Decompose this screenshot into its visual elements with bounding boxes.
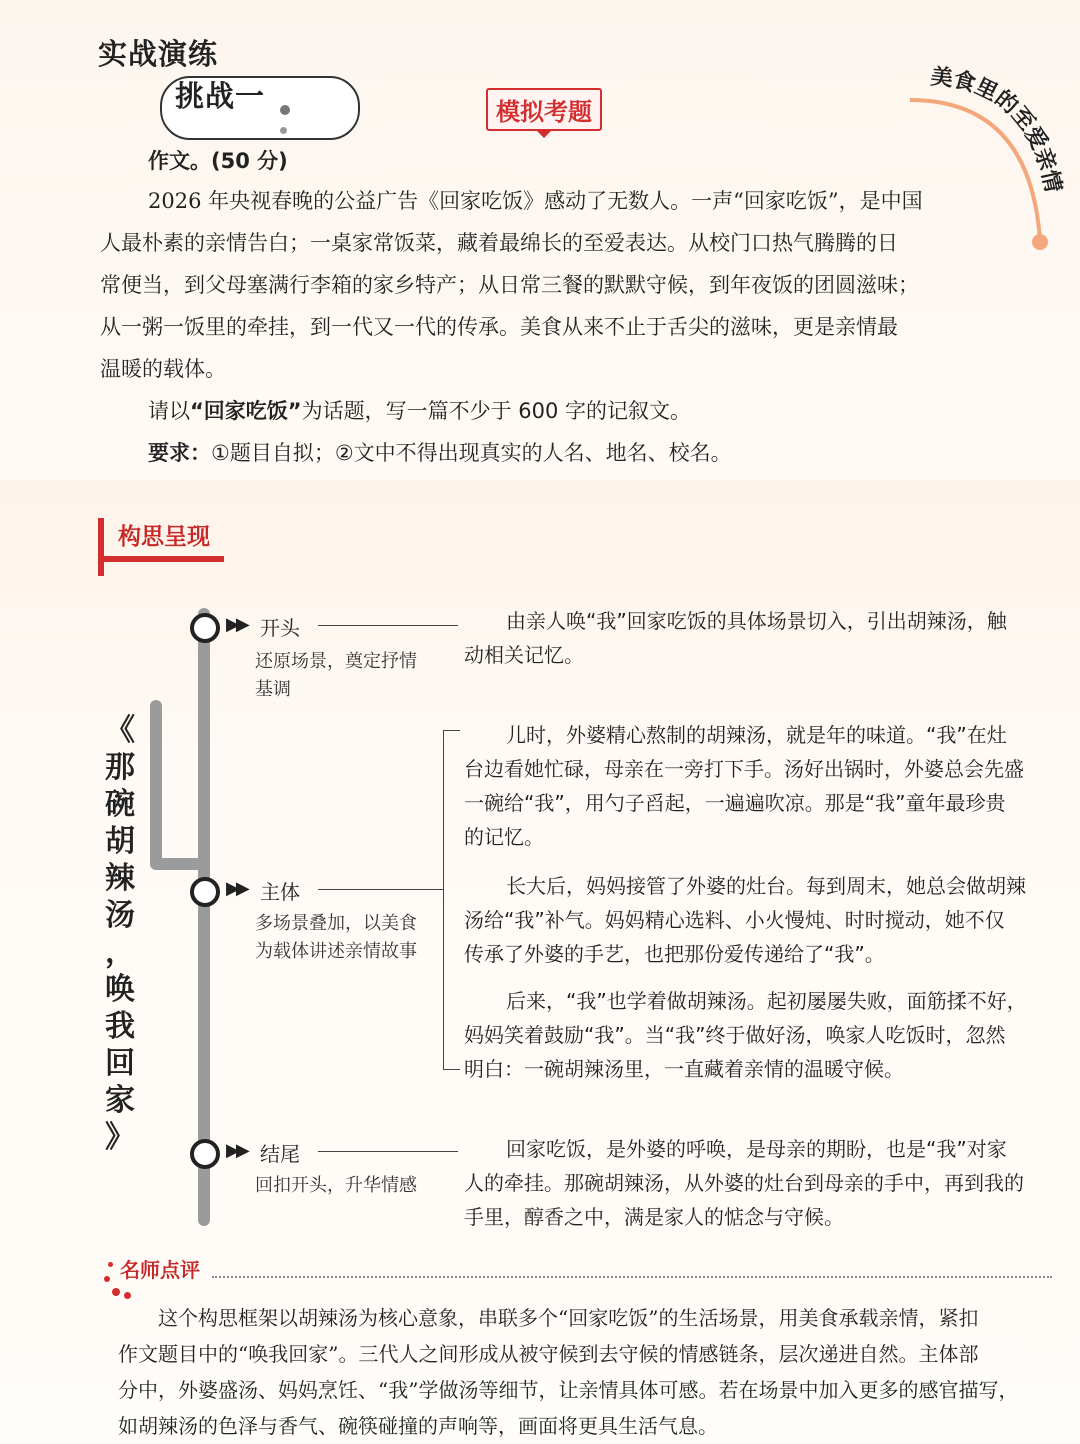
prompt-line-4: 从一粥一饭里的牵挂，到一代又一代的传承。美食从来不止于舌尖的滋味，更是亲情最 — [100, 315, 898, 339]
ending-line: 手里，醇香之中，满是家人的惦念与守候。 — [464, 1205, 844, 1229]
prompt-task — [148, 390, 691, 432]
badge-line2: 挑战一 — [175, 79, 266, 113]
node-label-body: 主体 — [260, 880, 300, 904]
essay-title-char: ， — [105, 935, 135, 970]
comment-line: 分中，外婆盛汤、妈妈烹饪、“我”学做汤等细节，让亲情具体可感。若在场景中加入更多的感官描写， — [118, 1378, 1019, 1402]
opening-text — [464, 604, 1054, 672]
comment-line: 如胡辣汤的色泽与香气、碗筷碰撞的声响等，画面将更具生活气息。 — [118, 1414, 718, 1438]
req-label: 要求： — [148, 441, 211, 465]
node-label-opening: 开头 — [260, 616, 300, 640]
arrow-icon: ▶▶ — [226, 878, 246, 899]
exam-tag: 模拟考题 — [486, 88, 602, 131]
title-bar — [150, 700, 162, 868]
comment-text — [118, 1300, 1054, 1444]
theme-arc — [890, 60, 1070, 260]
essay-title-char: 那 — [105, 750, 135, 785]
opening-line: 由亲人唤“我”回家吃饭的具体场景切入，引出胡辣汤，触 — [506, 609, 1007, 633]
challenge-badge — [80, 30, 290, 122]
comment-line: 作文题目中的“唤我回家”。三代人之间形成从被守候到去守候的情感链条，层次递进自然。主体部 — [118, 1342, 979, 1366]
body-line: 汤给“我”补气。妈妈精心选料、小火慢炖、时时搅动，她不仅 — [464, 908, 1005, 932]
essay-title-char: 回 — [105, 1046, 135, 1081]
arrow-icon: ▶▶ — [226, 614, 246, 635]
essay-title-char: 我 — [105, 1009, 135, 1044]
body-line: 台边看她忙碌，母亲在一旁打下手。汤好出锅时，外婆总会先盛 — [464, 757, 1024, 781]
essay-title-char: 》 — [105, 1120, 135, 1155]
body-line: 一碗给“我”，用勺子舀起，一遍遍吹凉。那是“我”童年最珍贵 — [464, 791, 1006, 815]
node-desc-opening-1: 还原场景，奠定抒情 — [255, 651, 417, 672]
node-body — [190, 877, 220, 907]
connector-line — [318, 889, 444, 890]
decor-dot — [112, 1288, 120, 1296]
decor-dot — [104, 1276, 110, 1282]
timeline-trunk — [198, 608, 210, 1226]
body-line: 明白：一碗胡辣汤里，一直藏着亲情的温暖守候。 — [464, 1057, 904, 1081]
arrow-icon: ▶▶ — [226, 1140, 246, 1161]
connector-line — [318, 1151, 458, 1152]
ending-text — [464, 1132, 1054, 1234]
task-topic: “回家吃饭” — [190, 399, 302, 423]
opening-line: 动相关记忆。 — [464, 643, 584, 667]
body-text-1 — [464, 718, 1054, 854]
essay-title-char: 胡 — [105, 824, 135, 859]
theme-arc-text: 美食里的至爱亲情 — [929, 64, 1066, 195]
body-line: 的记忆。 — [464, 825, 544, 849]
essay-title-char: 家 — [105, 1083, 135, 1118]
badge-line1: 实战演练 — [98, 37, 219, 71]
body-line: 后来，“我”也学着做胡辣汤。起初屡屡失败，面筋揉不好， — [506, 989, 1027, 1013]
essay-title-char: 汤 — [105, 898, 135, 933]
prompt-line-5: 温暖的载体。 — [100, 357, 226, 381]
body-line: 传承了外婆的手艺，也把那份爱传递给了“我”。 — [464, 942, 885, 966]
body-line: 妈妈笑着鼓励“我”。当“我”终于做好汤，唤家人吃饭时，忽然 — [464, 1023, 1006, 1047]
body-line: 儿时，外婆精心熬制的胡辣汤，就是年的味道。“我”在灶 — [506, 723, 1007, 747]
node-ending — [190, 1139, 220, 1169]
prompt-line-3: 常便当，到父母塞满行李箱的家乡特产；从日常三餐的默默守候，到年夜饭的团圆滋味； — [100, 273, 919, 297]
body-bracket — [443, 730, 460, 1070]
comment-line: 这个构思框架以胡辣汤为核心意象，串联多个“回家吃饭”的生活场景，用美食承载亲情，紧扣 — [158, 1306, 979, 1330]
node-desc-opening-2: 基调 — [255, 679, 291, 700]
task-pre: 请以 — [148, 399, 190, 423]
task-post: 为话题，写一篇不少于 600 字的记叙文。 — [301, 399, 692, 423]
ending-line: 回家吃饭，是外婆的呼唤，是母亲的期盼，也是“我”对家 — [506, 1137, 1007, 1161]
node-desc-ending-1: 回扣开头，升华情感 — [255, 1175, 417, 1196]
essay-title — [100, 712, 140, 1156]
badge-dots — [280, 100, 295, 138]
decor-dot — [124, 1292, 131, 1299]
node-label-ending: 结尾 — [260, 1142, 300, 1166]
node-opening — [190, 613, 220, 643]
prompt-line-1: 2026 年央视春晚的公益广告《回家吃饭》感动了无数人。一声“回家吃饭”，是中国 — [148, 189, 923, 213]
prompt-requirement — [148, 432, 732, 474]
body-text-2 — [464, 869, 1054, 971]
req-text: ①题目自拟；②文中不得出现真实的人名、地名、校名。 — [211, 441, 732, 465]
body-line: 长大后，妈妈接管了外婆的灶台。每到周末，她总会做胡辣 — [506, 874, 1026, 898]
node-desc-body-2: 为载体讲述亲情故事 — [255, 941, 417, 962]
prompt-heading — [148, 140, 288, 182]
prompt-heading-text: 作文。(50 分) — [148, 149, 288, 173]
section-title: 构思呈现 — [118, 524, 210, 550]
essay-title-char: 《 — [105, 713, 135, 748]
essay-title-char: 辣 — [105, 861, 135, 896]
node-desc-body-1: 多场景叠加，以美食 — [255, 913, 417, 934]
essay-title-char: 唤 — [105, 972, 135, 1007]
comment-divider — [212, 1276, 1052, 1278]
prompt-line-2: 人最朴素的亲情告白；一桌家常饭菜，藏着最绵长的至爱表达。从校门口热气腾腾的日 — [100, 231, 898, 255]
decor-dot — [108, 1262, 113, 1267]
connector-line — [318, 625, 458, 626]
comment-title: 名师点评 — [120, 1258, 200, 1282]
essay-title-char: 碗 — [105, 787, 135, 822]
body-text-3 — [464, 984, 1054, 1086]
timeline-branch — [150, 858, 204, 870]
ending-line: 人的牵挂。那碗胡辣汤，从外婆的灶台到母亲的手中，再到我的 — [464, 1171, 1024, 1195]
